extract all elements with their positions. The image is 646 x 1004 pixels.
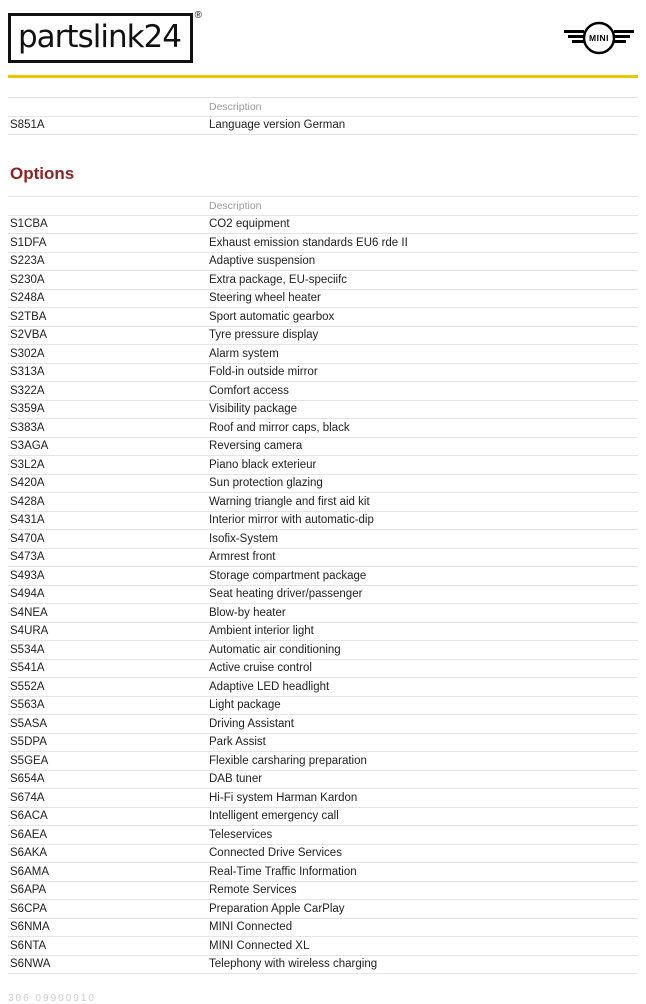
option-description: MINI Connected xyxy=(205,918,638,937)
option-code: S851A xyxy=(8,116,205,135)
option-code: S223A xyxy=(8,252,205,271)
table-row xyxy=(8,511,638,530)
table-row xyxy=(8,326,638,345)
table-row xyxy=(8,363,638,382)
table-row xyxy=(8,678,638,697)
option-code: S2TBA xyxy=(8,308,205,327)
code-column-header xyxy=(8,197,205,216)
partslink24-logo[interactable] xyxy=(8,10,202,63)
option-description: Automatic air conditioning xyxy=(205,641,638,660)
option-code: S5ASA xyxy=(8,715,205,734)
table-row xyxy=(8,937,638,956)
option-description: Steering wheel heater xyxy=(205,289,638,308)
table-row xyxy=(8,789,638,808)
option-code: S2VBA xyxy=(8,326,205,345)
option-code: S383A xyxy=(8,419,205,438)
option-description: Active cruise control xyxy=(205,659,638,678)
table-row xyxy=(8,215,638,234)
option-description: MINI Connected XL xyxy=(205,937,638,956)
option-code: S431A xyxy=(8,511,205,530)
option-description: Alarm system xyxy=(205,345,638,364)
option-code: S6AMA xyxy=(8,863,205,882)
option-description: Adaptive LED headlight xyxy=(205,678,638,697)
table-row xyxy=(8,733,638,752)
option-code: S470A xyxy=(8,530,205,549)
option-description: DAB tuner xyxy=(205,770,638,789)
registered-trademark-mark: ® xyxy=(194,10,202,21)
option-code: S674A xyxy=(8,789,205,808)
mini-brand-logo xyxy=(562,18,636,63)
table-row xyxy=(8,116,638,135)
table-row xyxy=(8,252,638,271)
table-row xyxy=(8,622,638,641)
option-code: S6APA xyxy=(8,881,205,900)
table-row xyxy=(8,289,638,308)
option-description: Sun protection glazing xyxy=(205,474,638,493)
option-description: Real-Time Traffic Information xyxy=(205,863,638,882)
option-description: Light package xyxy=(205,696,638,715)
table-row xyxy=(8,308,638,327)
option-code: S322A xyxy=(8,382,205,401)
table-row xyxy=(8,474,638,493)
option-code: S302A xyxy=(8,345,205,364)
option-code: S552A xyxy=(8,678,205,697)
option-description: Sport automatic gearbox xyxy=(205,308,638,327)
language-version-table xyxy=(8,97,638,135)
option-code: S494A xyxy=(8,585,205,604)
table-row xyxy=(8,900,638,919)
option-code: S230A xyxy=(8,271,205,290)
option-description: Comfort access xyxy=(205,382,638,401)
option-code: S534A xyxy=(8,641,205,660)
table-row xyxy=(8,955,638,974)
option-code: S3AGA xyxy=(8,437,205,456)
option-description: Roof and mirror caps, black xyxy=(205,419,638,438)
option-description: Flexible carsharing preparation xyxy=(205,752,638,771)
option-code: S473A xyxy=(8,548,205,567)
table-row xyxy=(8,604,638,623)
option-description: Interior mirror with automatic-dip xyxy=(205,511,638,530)
table-row xyxy=(8,696,638,715)
table-row xyxy=(8,567,638,586)
option-description: Warning triangle and first aid kit xyxy=(205,493,638,512)
description-column-header: Description xyxy=(205,98,638,117)
option-description: Extra package, EU-speciifc xyxy=(205,271,638,290)
language-table-body xyxy=(8,116,638,135)
table-row xyxy=(8,752,638,771)
option-code: S428A xyxy=(8,493,205,512)
table-row xyxy=(8,770,638,789)
option-code: S493A xyxy=(8,567,205,586)
table-row xyxy=(8,863,638,882)
mini-wings-icon xyxy=(562,18,636,58)
option-description: Hi-Fi system Harman Kardon xyxy=(205,789,638,808)
option-code: S313A xyxy=(8,363,205,382)
table-header-row xyxy=(8,98,638,117)
table-row xyxy=(8,918,638,937)
option-description: Telephony with wireless charging xyxy=(205,955,638,974)
partslink24-logo-text: partslink24 xyxy=(18,19,181,55)
option-description: Driving Assistant xyxy=(205,715,638,734)
option-description: Connected Drive Services xyxy=(205,844,638,863)
option-code: S3L2A xyxy=(8,456,205,475)
options-section-heading: Options xyxy=(10,164,75,183)
table-row xyxy=(8,881,638,900)
option-code: S5GEA xyxy=(8,752,205,771)
option-code: S248A xyxy=(8,289,205,308)
table-row xyxy=(8,659,638,678)
option-code: S6NMA xyxy=(8,918,205,937)
table-row xyxy=(8,437,638,456)
table-row xyxy=(8,826,638,845)
option-description: Seat heating driver/passenger xyxy=(205,585,638,604)
option-code: S6AEA xyxy=(8,826,205,845)
option-description: Tyre pressure display xyxy=(205,326,638,345)
option-description: Teleservices xyxy=(205,826,638,845)
description-column-header: Description xyxy=(205,197,638,216)
page-header xyxy=(0,0,646,75)
option-code: S563A xyxy=(8,696,205,715)
table-row xyxy=(8,844,638,863)
yellow-divider xyxy=(8,75,638,78)
options-table-body xyxy=(8,215,638,974)
table-row xyxy=(8,585,638,604)
table-row xyxy=(8,493,638,512)
option-code: S6ACA xyxy=(8,807,205,826)
option-description: Remote Services xyxy=(205,881,638,900)
table-row xyxy=(8,456,638,475)
option-code: S4URA xyxy=(8,622,205,641)
content-area xyxy=(8,97,638,974)
option-code: S4NEA xyxy=(8,604,205,623)
option-description: Preparation Apple CarPlay xyxy=(205,900,638,919)
option-code: S654A xyxy=(8,770,205,789)
option-code: S541A xyxy=(8,659,205,678)
option-description: Reversing camera xyxy=(205,437,638,456)
footer-stamp: 306 09900910 xyxy=(8,993,96,1004)
option-code: S6NWA xyxy=(8,955,205,974)
option-description: Intelligent emergency call xyxy=(205,807,638,826)
table-header-row xyxy=(8,197,638,216)
table-row xyxy=(8,382,638,401)
option-description: Park Assist xyxy=(205,733,638,752)
mini-logo-label: MINI xyxy=(589,33,609,43)
table-row xyxy=(8,548,638,567)
option-description: Adaptive suspension xyxy=(205,252,638,271)
option-description: Visibility package xyxy=(205,400,638,419)
option-description: Isofix-System xyxy=(205,530,638,549)
table-row xyxy=(8,345,638,364)
option-code: S359A xyxy=(8,400,205,419)
option-code: S6NTA xyxy=(8,937,205,956)
option-code: S1DFA xyxy=(8,234,205,253)
option-description: Exhaust emission standards EU6 rde II xyxy=(205,234,638,253)
code-column-header xyxy=(8,98,205,117)
option-description: Ambient interior light xyxy=(205,622,638,641)
table-row xyxy=(8,807,638,826)
table-row xyxy=(8,641,638,660)
option-description: Blow-by heater xyxy=(205,604,638,623)
option-code: S420A xyxy=(8,474,205,493)
option-description: Language version German xyxy=(205,116,638,135)
table-row xyxy=(8,271,638,290)
option-code: S6AKA xyxy=(8,844,205,863)
option-description: Storage compartment package xyxy=(205,567,638,586)
options-table xyxy=(8,196,638,974)
option-code: S6CPA xyxy=(8,900,205,919)
option-description: CO2 equipment xyxy=(205,215,638,234)
table-row xyxy=(8,715,638,734)
option-description: Piano black exterieur xyxy=(205,456,638,475)
option-description: Fold-in outside mirror xyxy=(205,363,638,382)
table-row xyxy=(8,419,638,438)
option-description: Armrest front xyxy=(205,548,638,567)
table-row xyxy=(8,400,638,419)
table-row xyxy=(8,234,638,253)
option-code: S1CBA xyxy=(8,215,205,234)
option-code: S5DPA xyxy=(8,733,205,752)
table-row xyxy=(8,530,638,549)
